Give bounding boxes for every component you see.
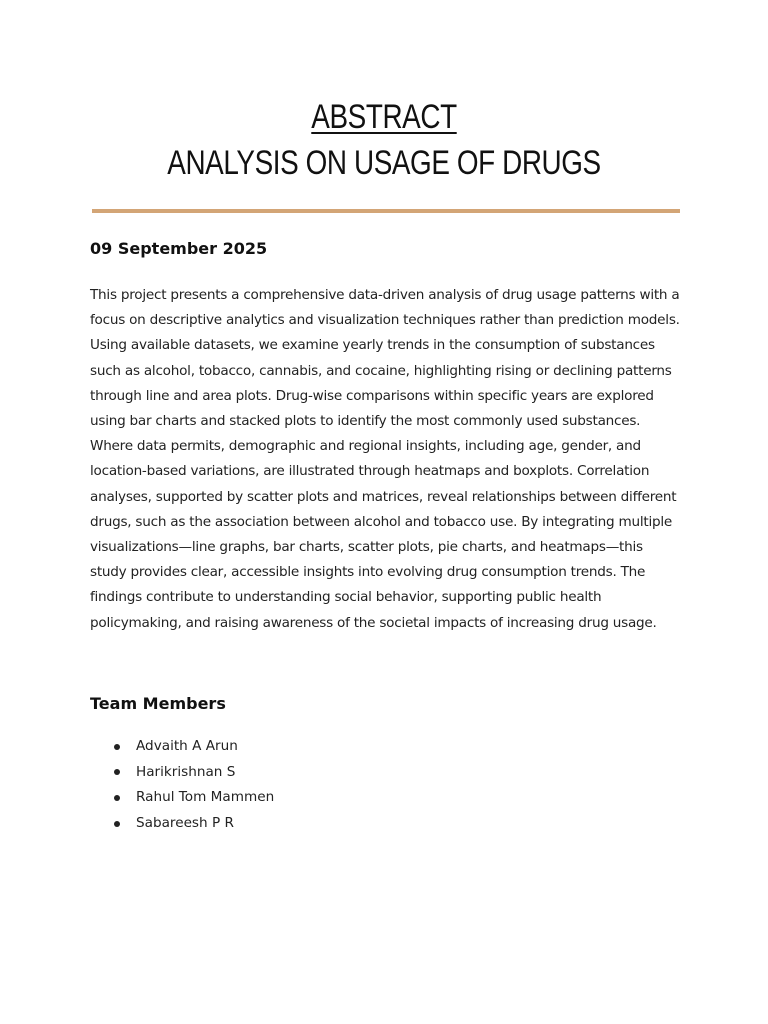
title-block (0, 94, 768, 186)
title-divider (92, 209, 680, 213)
team-members-heading: Team Members (90, 694, 226, 713)
list-item (112, 734, 274, 760)
list-item (112, 811, 274, 837)
team-member-name: Rahul Tom Mammen (136, 789, 275, 806)
bullet-icon (114, 744, 120, 750)
list-item (112, 785, 274, 811)
bullet-icon (114, 769, 120, 775)
abstract-text: This project presents a comprehensive data-driven analysis of drug usage patterns with a focus on descriptive analytics and visualization techniques rather than prediction models. Using available datasets, we examine yearly trends in the consumption of substances such as alcohol, tobacco, cannabis, and cocaine, highlighting rising or declining patterns through line and area plots. Drug-wise comparisons within specific years are explored using bar charts and stacked plots to identify the most commonly used substances. Where data permits, demographic and regional insights, including age, gender, and location-based variations, are illustrated through heatmaps and boxplots. Correlation analyses, supported by scatter plots and matrices, reveal relationships between different drugs, such as the association between alcohol and tobacco use. By integrating multiple visualizations—line graphs, bar charts, scatter plots, pie charts, and heatmaps—this study provides clear, accessible insights into evolving drug consumption trends. The findings contribute to understanding social behavior, supporting public health policymaking, and raising awareness of the societal impacts of increasing drug usage. (90, 287, 680, 631)
list-item (112, 760, 274, 786)
bullet-icon (114, 821, 120, 827)
document-title: ANALYSIS ON USAGE OF DRUGS (167, 144, 601, 182)
team-member-name: Sabareesh P R (136, 814, 234, 831)
document-date: 09 September 2025 (90, 239, 268, 258)
team-member-name: Harikrishnan S (136, 763, 236, 780)
team-members-list (112, 734, 274, 836)
team-member-name: Advaith A Arun (136, 738, 238, 754)
abstract-heading: ABSTRACT (311, 98, 457, 136)
bullet-icon (114, 795, 120, 801)
